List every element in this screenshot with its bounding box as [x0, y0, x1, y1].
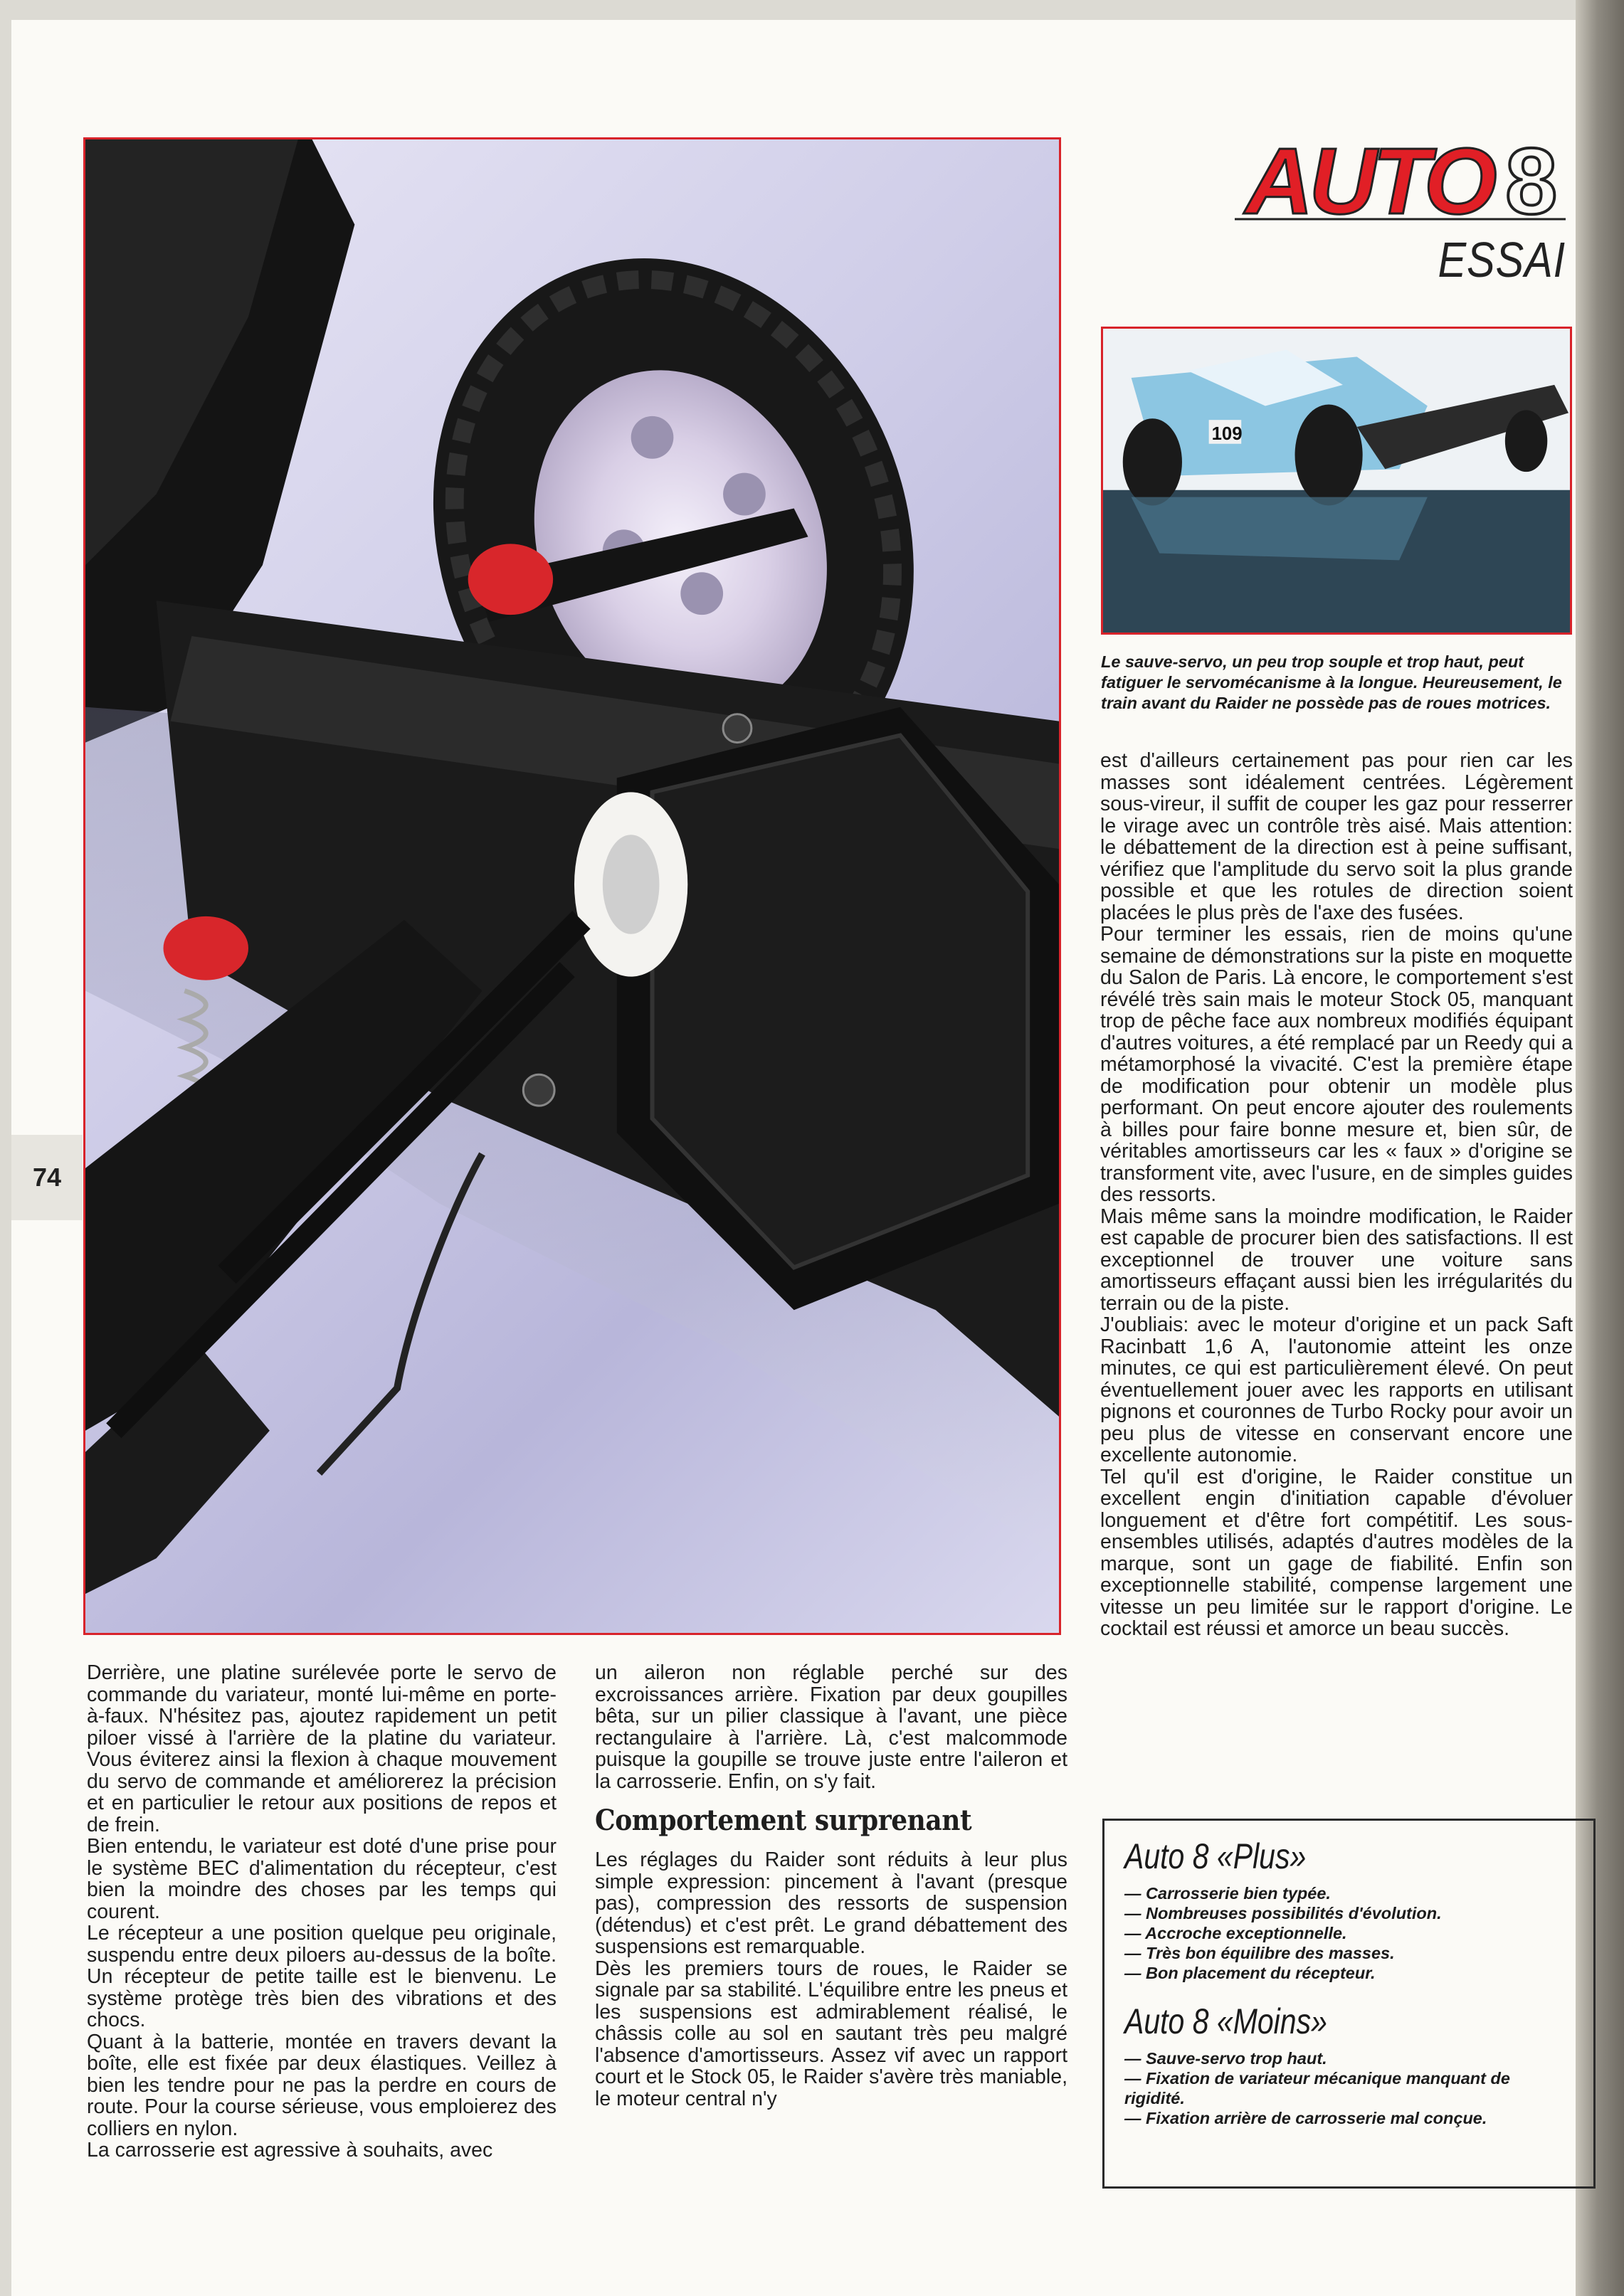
verdict-box	[1102, 1819, 1596, 2189]
car-photo	[1101, 327, 1572, 635]
moins-list	[1124, 2048, 1573, 2128]
logo-eight-text: 8	[1505, 129, 1558, 233]
article-column-3	[1100, 750, 1573, 1640]
list-item: — Carrosserie bien typée.	[1124, 1884, 1331, 1903]
paragraph: Quant à la batterie, montée en travers devant la boîte, elle est fixée par deux élastiques. Veillez à bien les tendre pour ne pas la perdre en cours de route. Pour la course sérieuse, vous emploierez des colliers en nylon.	[87, 2030, 557, 2140]
paragraph: Bien entendu, le variateur est doté d'une prise pour le système BEC d'alimentation du récepteur, c'est bien la moindre des choses par les temps qui courent.	[87, 1835, 557, 1923]
paragraph: Les réglages du Raider sont réduits à leur plus simple expression: pincement à l'avant (presque pas), compression des ressorts de suspension (détendus) et c'est prêt. Le grand débattement des suspensions est remarquable.	[595, 1848, 1067, 1958]
page-number: 74	[11, 1135, 83, 1220]
car-number: 109	[1211, 423, 1243, 444]
paragraph: Derrière, une platine surélevée porte le servo de commande du variateur, monté lui-même en porte-à-faux. N'hésitez pas, ajoutez rapidement un petit piloer vissé à l'arrière de la platine du variateur. Vous éviterez ainsi la flexion à chaque mouvement du servo de commande et améliorerez la précision et en particulier le retour aux positions de repos et de frein.	[87, 1661, 557, 1836]
list-item: — Sauve-servo trop haut.	[1124, 2049, 1327, 2068]
paragraph: Pour terminer les essais, rien de moins qu'une semaine de démonstrations sur la piste en moquette du Salon de Paris. Là encore, le comportement s'est révélé très sain mais le moteur Stock 05, manquant trop de pêche face aux nombreux modifiés équipant d'autres voitures, a été remplacé par un Reedy qui a métamorphosé la vivacité. C'est la première étape de modification pour obtenir un modèle plus performant. On peut encore ajouter des roulements à billes pour faire bonne mesure et, bien sûr, de véritables amortisseurs car les « faux » d'origine se transforment vite, avec l'usure, en de simples guides des ressorts.	[1100, 923, 1573, 1206]
main-photo-chassis	[83, 137, 1061, 1635]
list-item: — Fixation de variateur mécanique manquant de rigidité.	[1124, 2069, 1510, 2107]
moins-heading: Auto 8 «Moins»	[1124, 2001, 1327, 2041]
list-item: — Nombreuses possibilités d'évolution.	[1124, 1904, 1442, 1922]
paragraph: un aileron non réglable perché sur des excroissances arrière. Fixation par deux goupilles bêta, sur un pilier classique à l'avant, une pièce rectangulaire à l'arrière. Là, c'est malcommode puisque la goupille se trouve juste entre l'aileron et la carrosserie. Enfin, on s'y fait.	[595, 1661, 1067, 1793]
plus-heading: Auto 8 «Plus»	[1124, 1836, 1307, 1876]
article-column-1	[87, 1662, 557, 2162]
section-heading: Comportement surprenant	[595, 1804, 972, 1837]
paragraph: Mais même sans la moindre modification, le Raider est capable de procurer bien des satisfactions. Il est exceptionnel de trouver une voiture sans amortisseurs effaçant aussi bien les irrégularités du terrain ou de la piste.	[1100, 1205, 1573, 1315]
paragraph: est d'ailleurs certainement pas pour rien car les masses sont idéalement centrées. Légèrement sous-vireur, il suffit de couper les gaz pour resserrer le virage avec un contrôle très aisé. Mais attention: le débattement de la direction est à peine suffisant, vérifiez que l'amplitude du servo soit la plus grande possible et que les rotules de direction soient placées le plus près de l'axe des fusées.	[1100, 749, 1573, 924]
article-column-2	[595, 1662, 1067, 2110]
list-item: — Accroche exceptionnelle.	[1124, 1924, 1347, 1942]
logo-auto-text: AUTO	[1245, 129, 1493, 233]
paragraph: La carrosserie est agressive à souhaits, avec	[87, 2139, 493, 2162]
paragraph: Le récepteur a une position quelque peu originale, suspendu entre deux piloers au-dessus de la boîte. Un récepteur de petite taille est le bienvenu. Le système protège très bien des vibrations et des chocs.	[87, 1922, 557, 2031]
paragraph: J'oubliais: avec le moteur d'origine et un pack Saft Racinbatt 1,6 A, l'autonomie atteint les onze minutes, ce qui est particulièrement élevé. On peut éventuellement jouer avec les rapports en utilisant pignons et couronnes de Turbo Rocky pour avoir un peu plus de vitesse en conservant encore une excellente autonomie.	[1100, 1313, 1573, 1466]
paragraph: Tel qu'il est d'origine, le Raider constitue un excellent engin d'initiation capable d'évoluer longuement et d'être fort compétitif. Les sous-ensembles utilisés, adaptés d'autres modèles de la marque, sont un gage de fiabilité. Enfin son exceptionnelle stabilité, compense largement une vitesse un peu limitée sur le rapport d'origine. Le cocktail est réussi et amorce un beau succès.	[1100, 1465, 1573, 1640]
list-item: — Très bon équilibre des masses.	[1124, 1944, 1395, 1962]
paragraph: Dès les premiers tours de roues, le Raider se signale par sa stabilité. L'équilibre entre les pneus et les suspensions est admirablement réalisé, le châssis colle au sol en sautant très peu malgré l'absence d'amortisseurs. Assez vif avec un rapport court et le Stock 05, le Raider s'avère très maniable, le moteur central n'y	[595, 1957, 1067, 2110]
section-label: ESSAI	[1438, 232, 1566, 287]
list-item: — Fixation arrière de carrosserie mal conçue.	[1124, 2109, 1487, 2127]
list-item: — Bon placement du récepteur.	[1124, 1964, 1376, 1982]
plus-list	[1124, 1883, 1573, 1983]
photo-caption: Le sauve-servo, un peu trop souple et trop haut, peut fatiguer le servomécanisme à la longue. Heureusement, le train avant du Raider ne possède pas de roues motrices.	[1101, 652, 1562, 712]
